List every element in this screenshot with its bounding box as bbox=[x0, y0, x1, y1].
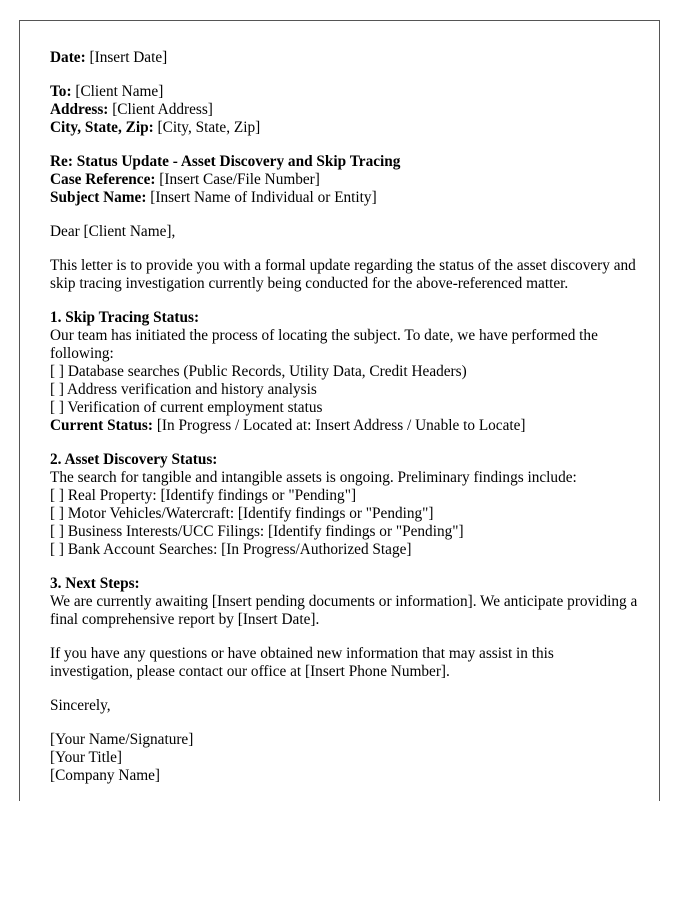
signature-company: [Company Name] bbox=[50, 767, 161, 784]
date-label: Date: bbox=[50, 49, 86, 66]
checklist-item: [ ] Bank Account Searches: [In Progress/Authorized Stage] bbox=[50, 541, 412, 558]
section1-heading-text: 1. Skip Tracing Status: bbox=[50, 309, 200, 326]
date-line bbox=[50, 49, 640, 67]
section2-heading-text: 2. Asset Discovery Status: bbox=[50, 451, 218, 468]
checklist-item: [ ] Real Property: [Identify findings or "Pending"] bbox=[50, 487, 357, 504]
date-value: [Insert Date] bbox=[89, 49, 168, 66]
address-value: [Client Address] bbox=[112, 101, 213, 118]
checklist-item: [ ] Verification of current employment status bbox=[50, 399, 323, 416]
current-status-label: Current Status: bbox=[50, 417, 153, 434]
section3-heading-text: 3. Next Steps: bbox=[50, 575, 140, 592]
closing-paragraph: If you have any questions or have obtained new information that may assist in this investigation, please contact our office at [Insert Phone Number]. bbox=[50, 645, 554, 680]
intro-paragraph: This letter is to provide you with a formal update regarding the status of the asset discovery and skip tracing investigation currently being conducted for the above-referenced matter. bbox=[50, 257, 636, 292]
section1-heading bbox=[50, 309, 640, 327]
letter-content bbox=[50, 49, 640, 801]
signature-name: [Your Name/Signature] bbox=[50, 731, 194, 748]
date-block bbox=[50, 49, 640, 67]
signature-block bbox=[50, 731, 640, 785]
signature-title: [Your Title] bbox=[50, 749, 122, 766]
address-label: Address: bbox=[50, 101, 109, 118]
section2-text: The search for tangible and intangible assets is ongoing. Preliminary findings include: bbox=[50, 469, 577, 486]
recipient-block bbox=[50, 83, 640, 137]
signoff: Sincerely, bbox=[50, 697, 111, 714]
section-skip-tracing bbox=[50, 309, 640, 435]
city-label: City, State, Zip: bbox=[50, 119, 154, 136]
case-line bbox=[50, 171, 640, 189]
letter-page bbox=[19, 20, 660, 801]
current-status-value: [In Progress / Located at: Insert Address / Unable to Locate] bbox=[156, 417, 526, 434]
current-status-line bbox=[50, 417, 640, 435]
checklist-item: [ ] Business Interests/UCC Filings: [Identify findings or "Pending"] bbox=[50, 523, 464, 540]
checklist-item: [ ] Address verification and history analysis bbox=[50, 381, 317, 398]
re-line bbox=[50, 153, 640, 171]
section3-heading bbox=[50, 575, 640, 593]
case-value: [Insert Case/File Number] bbox=[159, 171, 320, 188]
salutation: Dear [Client Name], bbox=[50, 223, 176, 240]
to-line bbox=[50, 83, 640, 101]
city-line bbox=[50, 119, 640, 137]
section-asset-discovery bbox=[50, 451, 640, 559]
to-value: [Client Name] bbox=[75, 83, 164, 100]
to-label: To: bbox=[50, 83, 72, 100]
subject-label: Subject Name: bbox=[50, 189, 147, 206]
city-value: [City, State, Zip] bbox=[157, 119, 261, 136]
subject-value: [Insert Name of Individual or Entity] bbox=[150, 189, 377, 206]
case-label: Case Reference: bbox=[50, 171, 156, 188]
section2-heading bbox=[50, 451, 640, 469]
subject-line bbox=[50, 189, 640, 207]
re-text: Re: Status Update - Asset Discovery and Skip Tracing bbox=[50, 153, 401, 170]
address-line bbox=[50, 101, 640, 119]
reference-block bbox=[50, 153, 640, 207]
section3-text: We are currently awaiting [Insert pending documents or information]. We anticipate providing a final comprehensive report by [Insert Date]. bbox=[50, 593, 638, 628]
checklist-item: [ ] Database searches (Public Records, Utility Data, Credit Headers) bbox=[50, 363, 467, 380]
section1-text: Our team has initiated the process of locating the subject. To date, we have performed the following: bbox=[50, 327, 598, 362]
checklist-item: [ ] Motor Vehicles/Watercraft: [Identify findings or "Pending"] bbox=[50, 505, 434, 522]
section-next-steps bbox=[50, 575, 640, 629]
